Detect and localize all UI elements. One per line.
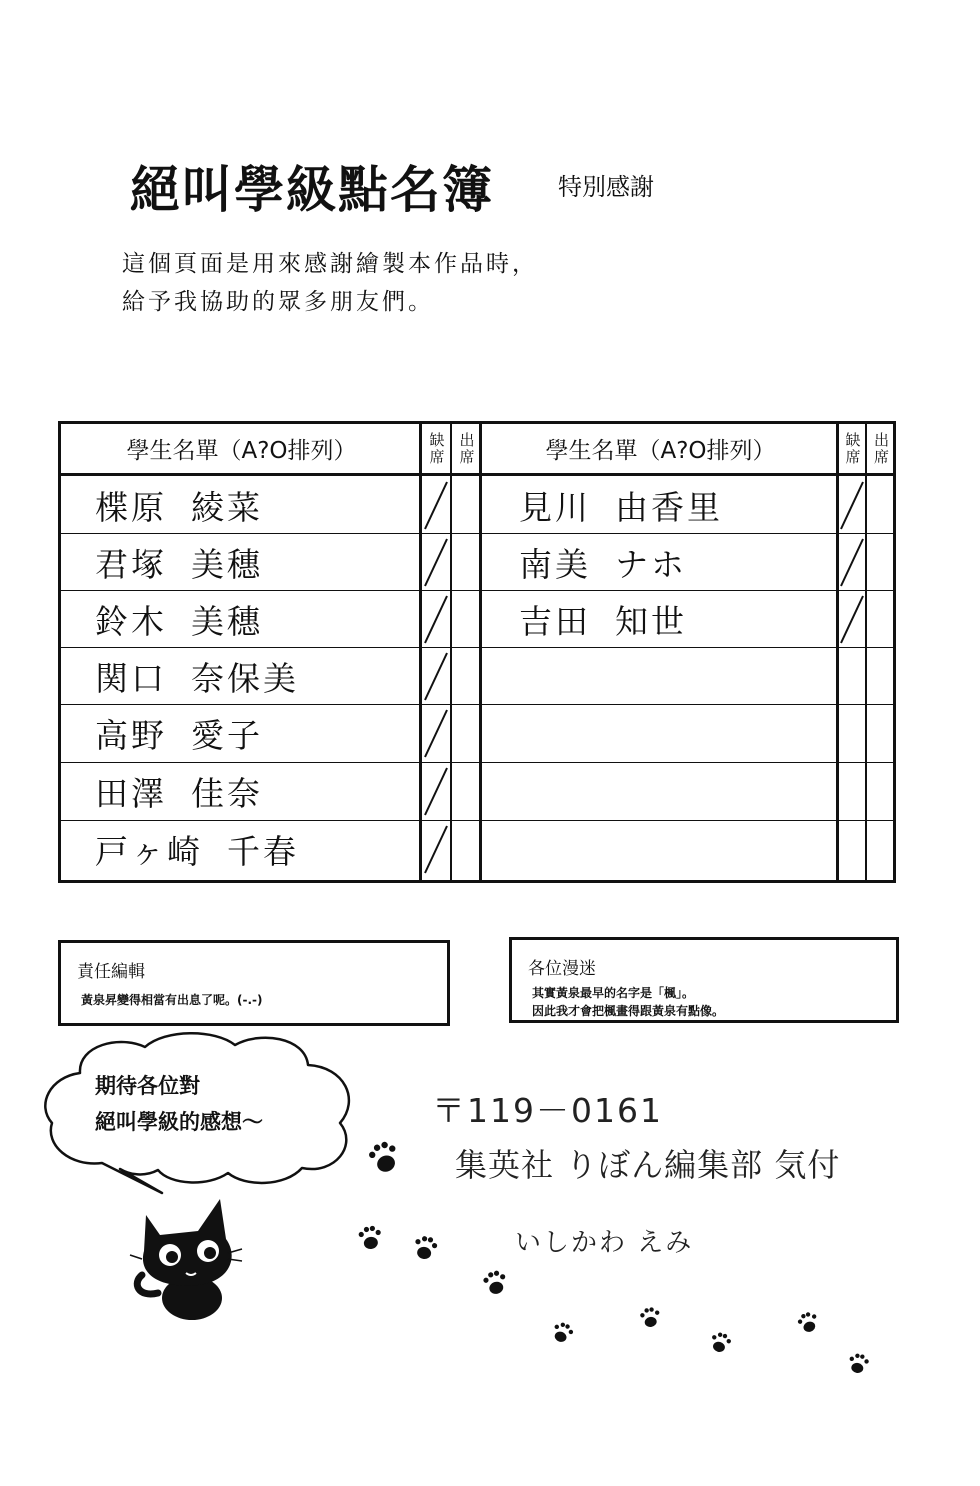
present-label-left: 出 席 [459,430,475,466]
bubble-line-1: 期待各位對 [95,1074,200,1098]
absent-mark [838,534,866,591]
given-name: 綾菜 [191,488,263,527]
student-name [519,477,723,534]
absent-header-right [839,424,867,476]
absent-mark [422,477,450,534]
family-name: 戸ヶ崎 [95,832,203,871]
intro-line-1: 這個頁面是用來感謝繪製本作品時， [122,251,538,277]
family-name: 君塚 [95,545,167,584]
roster-heading-left: 學生名單（A?O排列） [61,424,422,476]
author-name: いしかわ えみ [515,1228,694,1258]
absent-mark [838,591,866,648]
editor-note-title: 責任編輯 [77,962,145,982]
black-cat-illustration [128,1193,246,1323]
paw-prints-decoration [350,1128,890,1378]
family-name: 鈴木 [95,602,167,641]
absent-label-left: 缺 席 [429,430,445,466]
page-subtitle: 特別感謝 [558,173,654,201]
given-name: 美穗 [191,545,263,584]
divider [450,424,452,880]
given-name: 美穗 [191,602,263,641]
divider [479,424,482,880]
absent-mark [838,477,866,534]
student-name [519,591,687,648]
student-name [95,534,263,591]
absent-mark [422,591,450,648]
given-name: 由香里 [615,488,723,527]
family-name: 楪原 [95,488,167,527]
student-name [95,477,263,534]
absent-mark [422,821,450,878]
student-name [95,705,263,762]
family-name: 田澤 [95,774,167,813]
publisher-address: 集英社 りぼん編集部 気付 [455,1146,841,1184]
family-name: 関口 [95,659,167,698]
postal-code: 〒119－0161 [432,1091,663,1130]
given-name: 佳奈 [191,774,263,813]
roster-heading-right: 學生名單（A?O排列） [482,424,839,476]
family-name: 吉田 [519,602,591,641]
readers-note-line-1: 其實黃泉最早的名字是「楓」。 [532,986,695,1000]
present-header-left [452,424,482,476]
readers-note-line-2: 因此我才會把楓畫得跟黃泉有點像。 [532,1004,725,1018]
given-name: 奈保美 [191,659,299,698]
editor-note-text: 黃泉昇變得相當有出息了呢。(-.-) [81,993,263,1007]
roster-table [58,421,896,883]
family-name: 見川 [519,488,591,527]
family-name: 南美 [519,545,591,584]
given-name: 知世 [615,602,687,641]
present-label-right: 出 席 [873,430,889,466]
student-name [519,534,687,591]
absent-mark [422,534,450,591]
absent-label-right: 缺 席 [845,430,861,466]
given-name: 千春 [227,832,299,871]
given-name: 愛子 [191,716,263,755]
student-name [95,763,263,820]
given-name: ナホ [615,545,687,584]
bubble-line-2: 絕叫學級的感想～ [95,1110,263,1134]
page-title: 絕叫學級點名簿 [130,160,494,219]
student-name [95,648,299,705]
editor-note-box [58,940,450,1026]
absent-mark [422,705,450,762]
intro-line-2: 給予我協助的眾多朋友們。 [122,289,434,315]
family-name: 高野 [95,716,167,755]
student-name [95,591,263,648]
readers-note-title: 各位漫迷 [528,959,596,979]
absent-mark [422,763,450,820]
absent-mark [422,648,450,705]
present-header-right [867,424,896,476]
readers-note-box [509,937,899,1023]
absent-header-left [422,424,452,476]
student-name [95,821,299,878]
